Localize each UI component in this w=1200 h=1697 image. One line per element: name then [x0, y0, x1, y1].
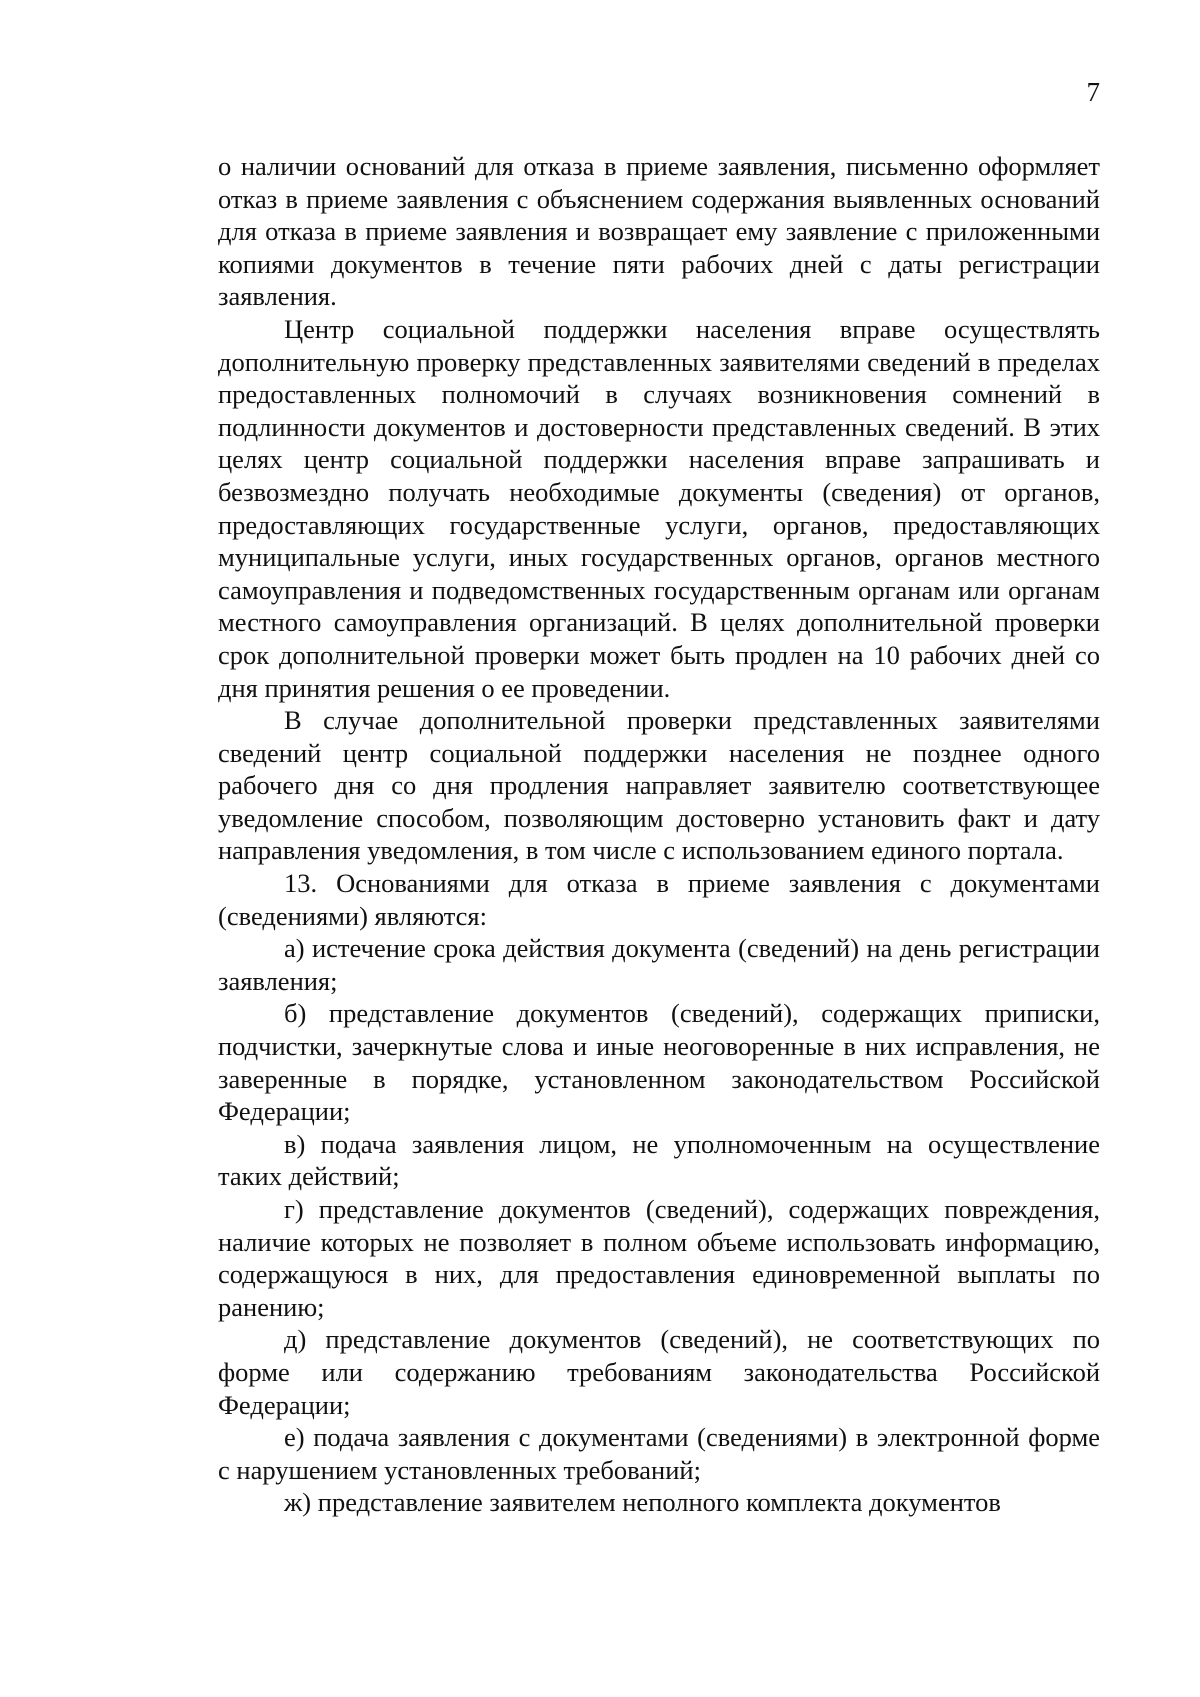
document-body	[218, 150, 1100, 1519]
list-item-d: д) представление документов (сведений), не соответствующих по форме или содержанию требованиям законодательства Российской Федерации;	[218, 1324, 1100, 1420]
list-item-e: е) подача заявления с документами (сведениями) в электронной форме с нарушением установленных требований;	[218, 1422, 1100, 1485]
list-item-a: а) истечение срока действия документа (сведений) на день регистрации заявления;	[218, 933, 1100, 996]
paragraph-additional-check: Центр социальной поддержки населения вправе осуществлять дополнительную проверку представленных заявителями сведений в пределах предоставленных полномочий в случаях возникновения сомнений в подлинности документов и достоверности представленных сведений. В этих целях центр социальной поддержки населения вправе запрашивать и безвозмездно получать необходимые документы (сведения) от органов, предоставляющих государственные услуги, органов, предоставляющих муниципальные услуги, иных государственных органов, органов местного самоуправления и подведомственных государственным органам или органам местного самоуправления организаций. В целях дополнительной проверки срок дополнительной проверки может быть продлен на 10 рабочих дней со дня принятия решения о ее проведении.	[218, 313, 1100, 703]
list-item-v: в) подача заявления лицом, не уполномоченным на осуществление таких действий;	[218, 1128, 1100, 1192]
paragraph-notification: В случае дополнительной проверки представленных заявителями сведений центр социальной поддержки населения не позднее одного рабочего дня со дня продления направляет заявителю соответствующее уведомление способом, позволяющим достоверно установить факт и дату направления уведомления, в том числе с использованием единого портала.	[218, 705, 1100, 866]
list-item-b: б) представление документов (сведений), содержащих приписки, подчистки, зачеркнутые слова и иные неоговоренные в них исправления, не заверенные в порядке, установленном законодательством Российской Федерации;	[218, 998, 1100, 1127]
page-number: 7	[1086, 77, 1100, 107]
list-item-g: г) представление документов (сведений), содержащих повреждения, наличие которых не позволяет в полном объеме использовать информацию, содержащуюся в них, для предоставления единовременной выплаты по ранению;	[218, 1194, 1100, 1322]
paragraph-item-13: 13. Основаниями для отказа в приеме заявления с документами (сведениями) являются:	[218, 868, 1100, 931]
list-item-zh: ж) представление заявителем неполного комплекта документов	[284, 1487, 1001, 1518]
paragraph-continuation: о наличии оснований для отказа в приеме заявления, письменно оформляет отказ в приеме заявления с объяснением содержания выявленных оснований для отказа в приеме заявления и возвращает ему заявление с приложенными копиями документов в течение пяти рабочих дней с даты регистрации заявления.	[218, 151, 1100, 312]
